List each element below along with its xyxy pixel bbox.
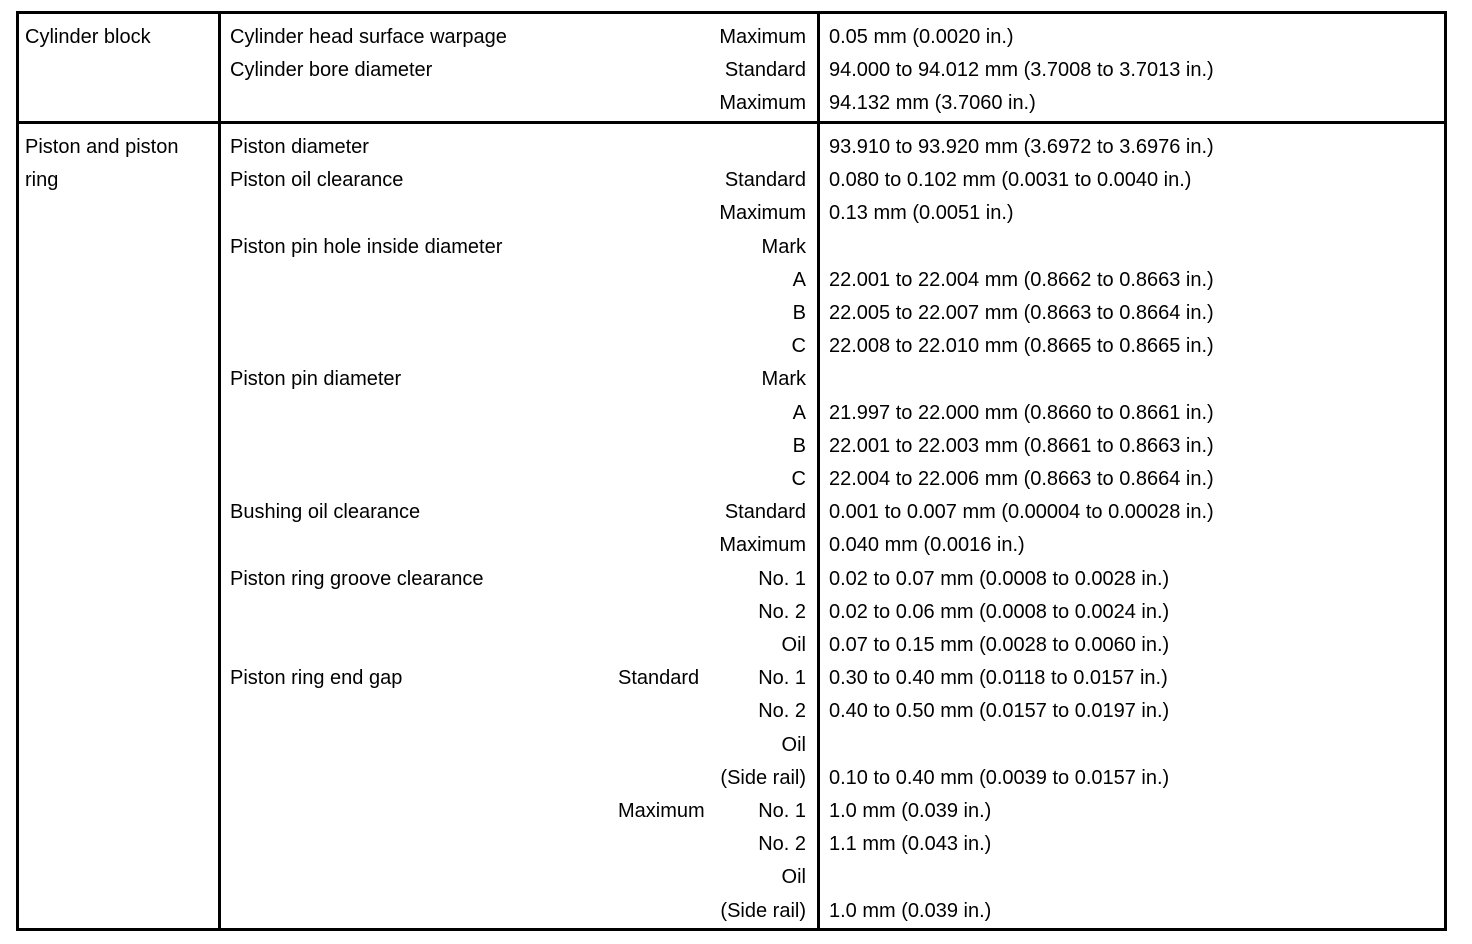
spec-value: 22.005 to 22.007 mm (0.8663 to 0.8664 in.) <box>829 302 1214 324</box>
spec-value: 0.13 mm (0.0051 in.) <box>829 202 1014 224</box>
spec-item: Piston ring end gap <box>230 667 403 689</box>
spec-value: 93.910 to 93.920 mm (3.6972 to 3.6976 in.) <box>829 136 1214 158</box>
spec-qualifier: Mark <box>761 236 806 258</box>
spec-qualifier: Maximum <box>719 26 806 48</box>
spec-qualifier: No. 1 <box>758 568 806 590</box>
spec-value: 0.02 to 0.07 mm (0.0008 to 0.0028 in.) <box>829 568 1170 590</box>
spec-qualifier: No. 2 <box>758 833 806 855</box>
spec-qualifier: B <box>792 302 806 324</box>
spec-value: 1.0 mm (0.039 in.) <box>829 800 992 822</box>
spec-qualifier: No. 1 <box>758 800 806 822</box>
spec-qualifier: Standard <box>724 169 806 191</box>
spec-qualifier: C <box>791 468 806 490</box>
spec-qualifier: A <box>792 269 806 291</box>
spec-value: 0.02 to 0.06 mm (0.0008 to 0.0024 in.) <box>829 601 1170 623</box>
category-label: Cylinder block <box>25 26 151 48</box>
spec-value: 22.008 to 22.010 mm (0.8665 to 0.8665 in.) <box>829 335 1214 357</box>
spec-qualifier: B <box>792 435 806 457</box>
spec-value: 0.40 to 0.50 mm (0.0157 to 0.0197 in.) <box>829 700 1170 722</box>
spec-qualifier: Standard <box>724 501 806 523</box>
spec-qualifier: A <box>792 402 806 424</box>
spec-qualifier: No. 2 <box>758 601 806 623</box>
spec-value: 22.001 to 22.004 mm (0.8662 to 0.8663 in.) <box>829 269 1214 291</box>
spec-value: 0.07 to 0.15 mm (0.0028 to 0.0060 in.) <box>829 634 1170 656</box>
category-label-line: ring <box>25 169 59 192</box>
spec-value: 0.080 to 0.102 mm (0.0031 to 0.0040 in.) <box>829 169 1192 191</box>
spec-item: Cylinder bore diameter <box>230 59 433 81</box>
spec-value: 22.004 to 22.006 mm (0.8663 to 0.8664 in.) <box>829 468 1214 490</box>
column-divider-category <box>218 11 221 931</box>
spec-condition: Maximum <box>618 800 705 822</box>
spec-qualifier: Oil <box>781 866 806 888</box>
spec-value: 0.05 mm (0.0020 in.) <box>829 26 1014 48</box>
spec-qualifier: (Side rail) <box>720 900 806 922</box>
spec-qualifier: Maximum <box>719 534 806 556</box>
spec-qualifier: Oil <box>781 634 806 656</box>
spec-item: Bushing oil clearance <box>230 501 421 523</box>
spec-value: 0.001 to 0.007 mm (0.00004 to 0.00028 in.) <box>829 501 1214 523</box>
spec-value: 0.30 to 0.40 mm (0.0118 to 0.0157 in.) <box>829 667 1168 689</box>
spec-qualifier: C <box>791 335 806 357</box>
spec-item: Piston ring groove clearance <box>230 568 484 590</box>
spec-value: 1.1 mm (0.043 in.) <box>829 833 992 855</box>
category-label-line: Piston and piston <box>25 136 179 158</box>
column-divider-value <box>817 11 820 931</box>
spec-value: 0.040 mm (0.0016 in.) <box>829 534 1025 556</box>
spec-qualifier: Mark <box>761 368 806 390</box>
spec-item: Cylinder head surface warpage <box>230 26 507 48</box>
spec-qualifier: Maximum <box>719 92 806 114</box>
spec-value: 1.0 mm (0.039 in.) <box>829 900 992 922</box>
spec-item: Piston pin diameter <box>230 368 402 390</box>
section-divider <box>16 121 1447 124</box>
spec-value: 21.997 to 22.000 mm (0.8660 to 0.8661 in.) <box>829 402 1214 424</box>
spec-qualifier: No. 2 <box>758 700 806 722</box>
spec-qualifier: Maximum <box>719 202 806 224</box>
spec-qualifier: Standard <box>724 59 806 81</box>
spec-value: 94.000 to 94.012 mm (3.7008 to 3.7013 in.) <box>829 59 1214 81</box>
spec-value: 0.10 to 0.40 mm (0.0039 to 0.0157 in.) <box>829 767 1170 789</box>
spec-item: Piston diameter <box>230 136 369 158</box>
spec-qualifier: No. 1 <box>758 667 806 689</box>
spec-item: Piston oil clearance <box>230 169 404 191</box>
spec-item: Piston pin hole inside diameter <box>230 236 503 258</box>
spec-qualifier: Oil <box>781 734 806 756</box>
spec-value: 22.001 to 22.003 mm (0.8661 to 0.8663 in.) <box>829 435 1214 457</box>
spec-condition: Standard <box>618 667 700 689</box>
spec-value: 94.132 mm (3.7060 in.) <box>829 92 1036 114</box>
spec-qualifier: (Side rail) <box>720 767 806 789</box>
